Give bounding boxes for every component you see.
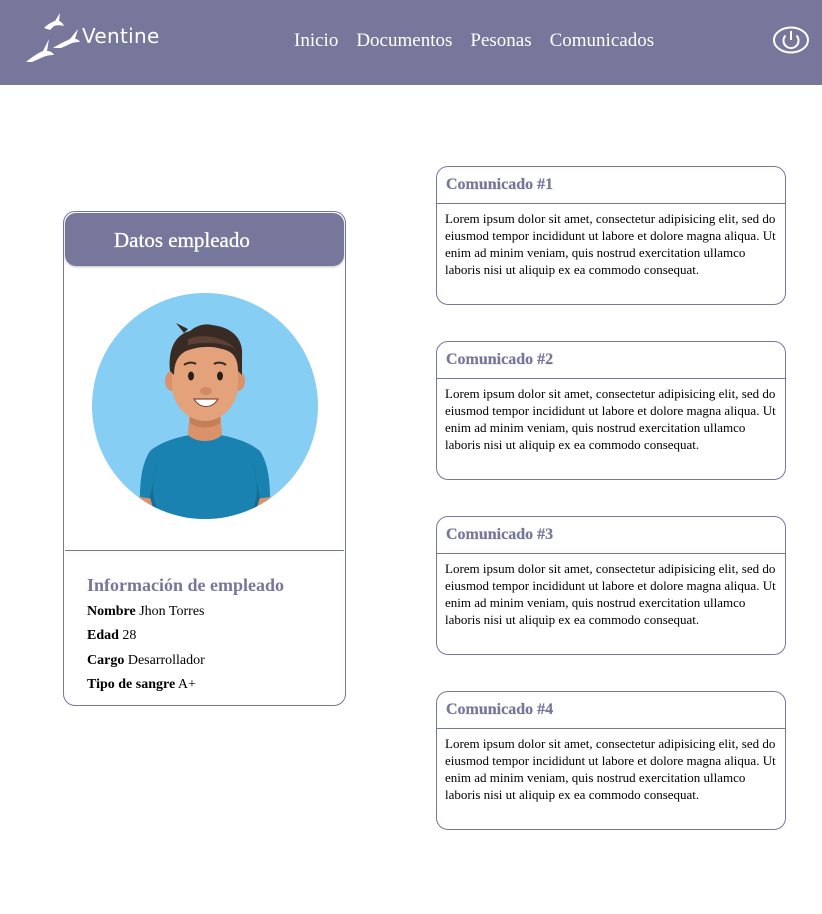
employee-card-title: Datos empleado <box>114 228 250 252</box>
navbar <box>0 0 822 85</box>
main-nav <box>294 29 672 53</box>
announcement-card-3[interactable] <box>436 516 786 655</box>
avatar-illustration-icon <box>92 293 318 519</box>
announcement-title: Comunicado #1 <box>446 176 554 193</box>
field-label: Edad <box>87 628 119 643</box>
field-value: Desarrollador <box>127 653 205 668</box>
field-value: Jhon Torres <box>139 604 205 619</box>
birds-logo-icon <box>26 10 86 66</box>
field-label: Tipo de sangre <box>87 677 176 692</box>
employee-field-nombre <box>87 603 205 621</box>
announcement-divider <box>437 553 785 554</box>
power-icon <box>772 25 810 55</box>
announcement-body: Lorem ipsum dolor sit amet, consectetur adipisicing elit, sed do eiusmod tempor incididunt ut labore et dolore magna aliqua. Ut enim ad minim veniam, quis nostrud exercitation ullamco laboris nisi ut aliquip ex ea commodo consequat. <box>445 386 776 452</box>
announcement-title: Comunicado #2 <box>446 351 554 368</box>
logout-button[interactable] <box>772 25 810 55</box>
employee-field-edad <box>87 627 136 645</box>
field-label: Nombre <box>87 604 136 619</box>
announcement-divider <box>437 728 785 729</box>
employee-card <box>63 211 346 706</box>
nav-link-comunicados[interactable]: Comunicados <box>549 30 655 51</box>
employee-card-header <box>65 213 344 266</box>
brand-name: Ventine <box>82 24 160 48</box>
announcement-body: Lorem ipsum dolor sit amet, consectetur adipisicing elit, sed do eiusmod tempor incididunt ut labore et dolore magna aliqua. Ut enim ad minim veniam, quis nostrud exercitation ullamco laboris nisi ut aliquip ex ea commodo consequat. <box>445 211 776 277</box>
employee-info-title: Información de empleado <box>87 575 284 595</box>
nav-link-documentos[interactable]: Documentos <box>356 30 453 51</box>
field-label: Cargo <box>87 653 125 668</box>
announcement-card-2[interactable] <box>436 341 786 480</box>
announcement-divider <box>437 378 785 379</box>
announcement-title: Comunicado #3 <box>446 526 554 543</box>
announcement-divider <box>437 203 785 204</box>
announcement-title: Comunicado #4 <box>446 701 554 718</box>
nav-link-inicio[interactable]: Inicio <box>294 30 339 51</box>
announcement-card-1[interactable] <box>436 166 786 305</box>
announcement-body: Lorem ipsum dolor sit amet, consectetur adipisicing elit, sed do eiusmod tempor incididunt ut labore et dolore magna aliqua. Ut enim ad minim veniam, quis nostrud exercitation ullamco laboris nisi ut aliquip ex ea commodo consequat. <box>445 736 776 802</box>
employee-field-cargo <box>87 652 205 670</box>
field-value: 28 <box>122 628 137 643</box>
nav-link-pesonas[interactable]: Pesonas <box>470 30 532 51</box>
employee-field-tipo-sangre <box>87 676 196 694</box>
field-value: A+ <box>177 677 196 692</box>
announcement-body: Lorem ipsum dolor sit amet, consectetur adipisicing elit, sed do eiusmod tempor incididunt ut labore et dolore magna aliqua. Ut enim ad minim veniam, quis nostrud exercitation ullamco laboris nisi ut aliquip ex ea commodo consequat. <box>445 561 776 627</box>
employee-avatar <box>92 293 318 519</box>
announcement-card-4[interactable] <box>436 691 786 830</box>
brand-logo[interactable] <box>26 10 176 66</box>
employee-card-divider <box>65 550 344 551</box>
